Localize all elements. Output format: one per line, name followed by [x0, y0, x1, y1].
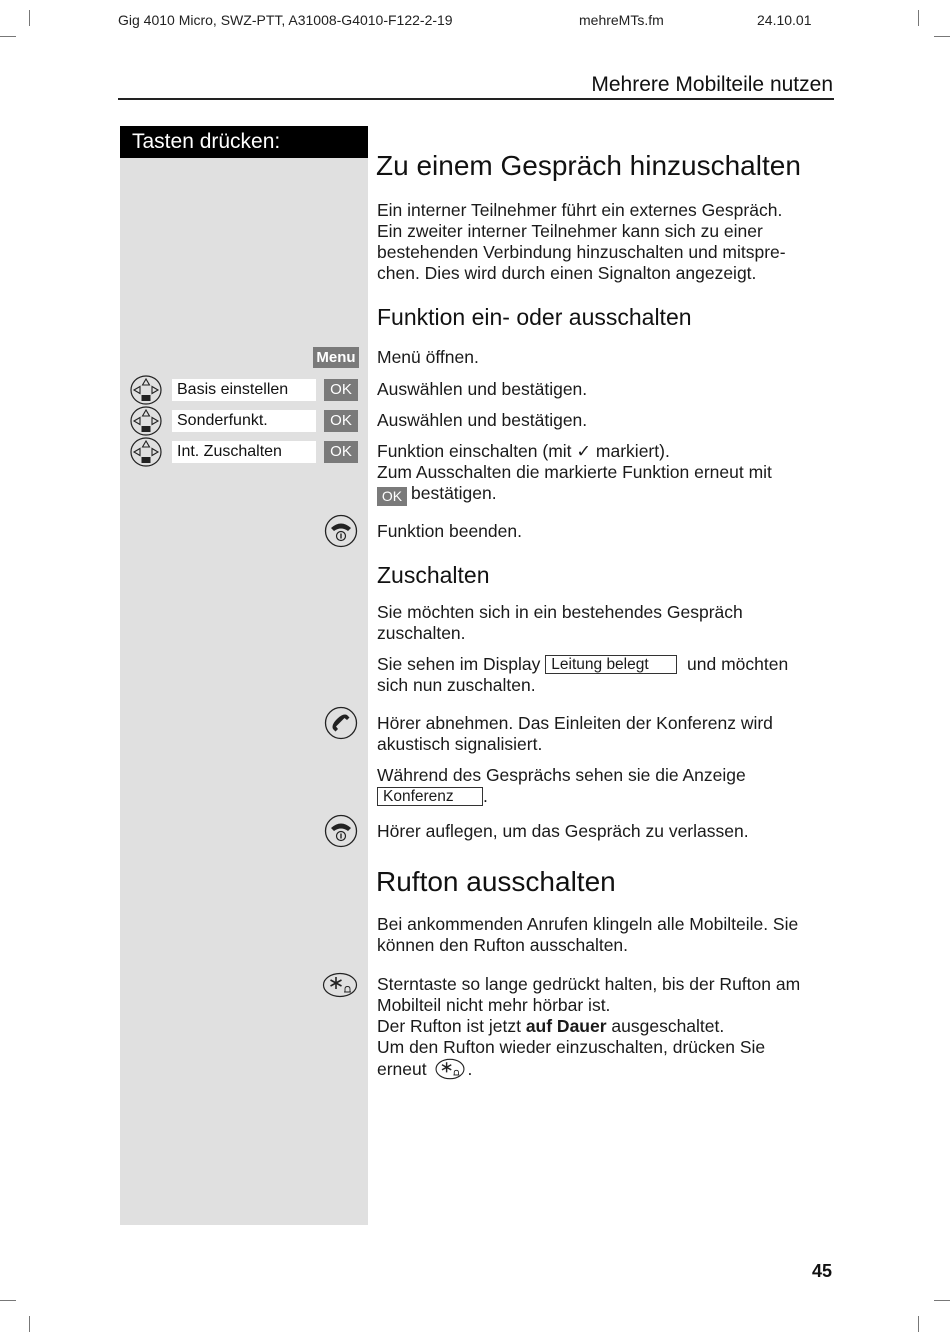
- conference-post: .: [483, 786, 488, 806]
- step-text: Funktion einschalten (mit ✓ markiert).: [377, 441, 670, 461]
- intro-line: Bei ankommenden Anrufen klingeln alle Mobilteile. Sie: [377, 914, 799, 934]
- section-title-hinzuschalten: Zu einem Gespräch hinzuschalten: [376, 150, 801, 181]
- page-number: 45: [812, 1261, 833, 1281]
- ok-key[interactable]: OK: [324, 410, 358, 432]
- ok-key-inline: OK: [377, 487, 407, 506]
- intro-line: Sie möchten sich in ein bestehendes Gespräch: [377, 602, 743, 622]
- display-label-basis: Basis einstellen: [172, 379, 316, 401]
- section-title-zuschalten: Zuschalten: [377, 562, 490, 588]
- display-line: [377, 654, 788, 675]
- display-post: und möchten: [687, 654, 789, 674]
- step-text: Auswählen und bestätigen.: [377, 379, 588, 399]
- offhook-text: Hörer abnehmen. Das Einleiten der Konferenz wird: [377, 713, 773, 733]
- header-rule: [118, 98, 834, 100]
- doc-info: Gig 4010 Micro, SWZ-PTT, A31008-G4010-F122-2-19: [118, 12, 453, 28]
- dauer-line: [377, 1016, 724, 1037]
- display-leitung-belegt: Leitung belegt: [545, 655, 677, 674]
- step-text: [377, 483, 497, 506]
- crop-mark: [918, 1316, 919, 1332]
- ok-key[interactable]: OK: [324, 379, 358, 401]
- intro-line: können den Rufton ausschalten.: [377, 935, 629, 955]
- crop-mark: [29, 1316, 30, 1332]
- running-title: Mehrere Mobilteile nutzen: [591, 73, 833, 96]
- navigation-key-icon[interactable]: [130, 375, 162, 405]
- display-konferenz: Konferenz: [377, 787, 483, 806]
- navigation-key-icon[interactable]: [130, 406, 162, 436]
- file-name: mehreMTs.fm: [579, 12, 664, 28]
- crop-mark: [0, 36, 16, 37]
- during-text: Während des Gesprächs sehen sie die Anzeige: [377, 765, 746, 785]
- again-post: .: [467, 1059, 473, 1079]
- star-text: Mobilteil nicht mehr hörbar ist.: [377, 995, 611, 1015]
- dauer-bold: auf Dauer: [525, 1016, 607, 1036]
- menu-text: Menü öffnen.: [377, 347, 479, 367]
- key-column: [120, 158, 368, 1225]
- onhook-text: Hörer auflegen, um das Gespräch zu verlassen.: [377, 821, 749, 841]
- again-pre: erneut: [377, 1059, 427, 1079]
- dauer-post: ausgeschaltet.: [606, 1016, 725, 1036]
- crop-mark: [918, 10, 919, 26]
- star-ring-key-icon[interactable]: [322, 972, 358, 998]
- section-title-rufton: Rufton ausschalten: [376, 866, 616, 897]
- star-text: Sterntaste so lange gedrückt halten, bis der Rufton am: [377, 974, 801, 994]
- crop-mark: [934, 1300, 950, 1301]
- intro-line: Ein zweiter interner Teilnehmer kann sich zu einer: [377, 221, 763, 241]
- talk-key-icon[interactable]: [324, 706, 358, 740]
- display-pre: Sie sehen im Display: [377, 654, 541, 674]
- step-text: Zum Ausschalten die markierte Funktion erneut mit: [377, 462, 772, 482]
- ok-key[interactable]: OK: [324, 441, 358, 463]
- menu-key[interactable]: Menu: [313, 347, 359, 368]
- step-text-tail: bestätigen.: [411, 483, 497, 503]
- display-label-sonderfunkt: Sonderfunkt.: [172, 410, 316, 432]
- intro-line: zuschalten.: [377, 623, 466, 643]
- display-label-zuschalten: Int. Zuschalten: [172, 441, 316, 463]
- navigation-key-icon[interactable]: [130, 437, 162, 467]
- end-text: Funktion beenden.: [377, 521, 522, 541]
- end-call-key-icon[interactable]: [324, 814, 358, 848]
- crop-mark: [934, 36, 950, 37]
- intro-line: bestehenden Verbindung hinzuschalten und mitspre-: [377, 242, 786, 262]
- again-line: Um den Rufton wieder einzuschalten, drücken Sie: [377, 1037, 766, 1057]
- end-call-key-icon[interactable]: [324, 514, 358, 548]
- offhook-text: akustisch signalisiert.: [377, 734, 543, 754]
- display-line: sich nun zuschalten.: [377, 675, 536, 695]
- conference-line: [377, 786, 488, 807]
- intro-line: chen. Dies wird durch einen Signalton angezeigt.: [377, 263, 757, 283]
- key-column-heading: Tasten drücken:: [120, 126, 368, 158]
- crop-mark: [29, 10, 30, 26]
- again-line-2: [377, 1058, 472, 1080]
- step-text: Auswählen und bestätigen.: [377, 410, 588, 430]
- star-ring-key-icon: [432, 1058, 468, 1080]
- doc-date: 24.10.01: [757, 12, 812, 28]
- dauer-pre: Der Rufton ist jetzt: [377, 1016, 526, 1036]
- crop-mark: [0, 1300, 16, 1301]
- intro-line: Ein interner Teilnehmer führt ein externes Gespräch.: [377, 200, 783, 220]
- section-title-funktion: Funktion ein- oder ausschalten: [377, 304, 692, 330]
